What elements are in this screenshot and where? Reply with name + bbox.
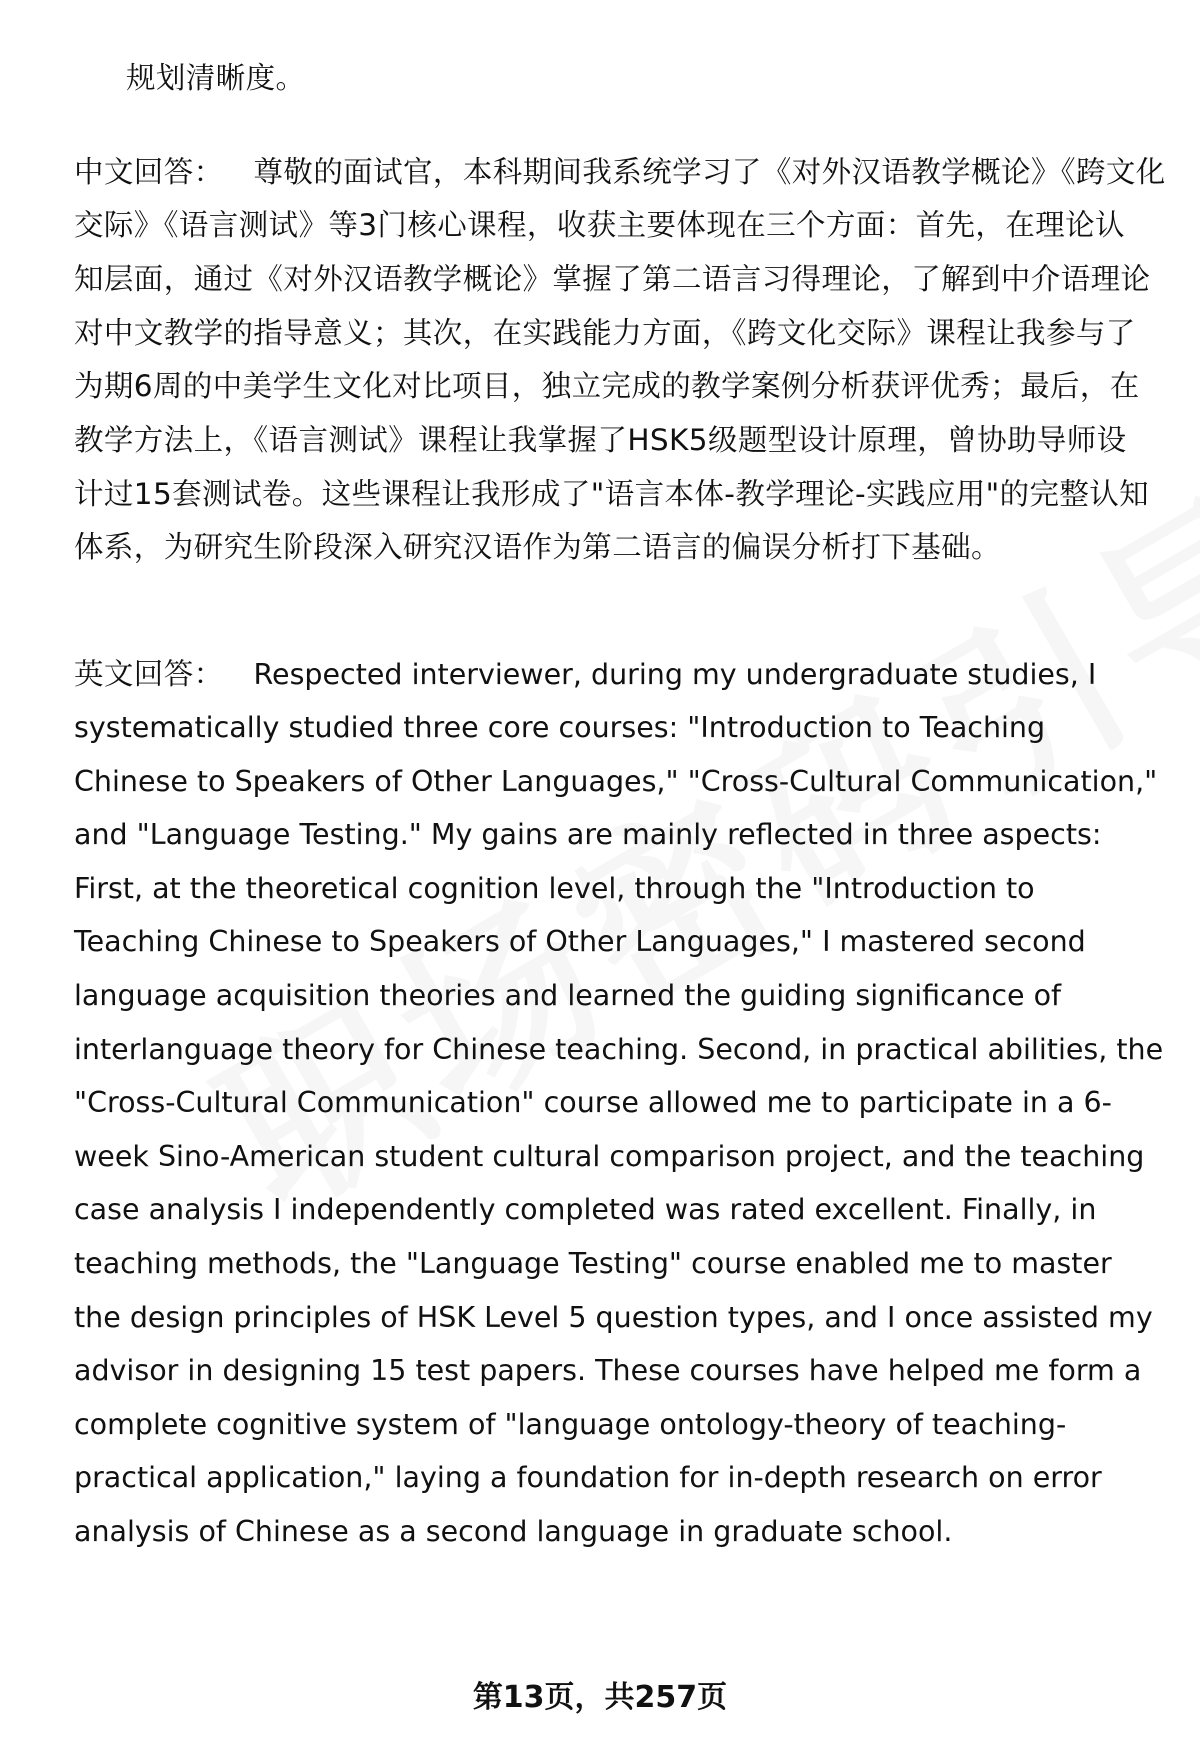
english-line-1 xyxy=(74,654,1096,695)
english-line-5: First, at the theoretical cognition level, through the "Introduction to xyxy=(74,872,1035,905)
chinese-answer-label: 中文回答： xyxy=(74,155,224,189)
english-line-13: the design principles of HSK Level 5 question types, and I once assisted my xyxy=(74,1301,1153,1334)
chinese-line-7: 计过15套测试卷。这些课程让我形成了"语言本体-教学理论-实践应用"的完整认知 xyxy=(74,477,1150,511)
english-line-12: teaching methods, the "Language Testing" course enabled me to master xyxy=(74,1247,1112,1280)
chinese-line-3: 知层面，通过《对外汉语教学概论》掌握了第二语言习得理论，了解到中介语理论 xyxy=(74,262,1151,296)
english-line-8: interlanguage theory for Chinese teaching. Second, in practical abilities, the xyxy=(74,1033,1164,1066)
english-line-3: Chinese to Speakers of Other Languages," "Cross-Cultural Communication," xyxy=(74,765,1158,798)
english-line-2: systematically studied three core courses: "Introduction to Teaching xyxy=(74,711,1046,744)
english-line-17: analysis of Chinese as a second language in graduate school. xyxy=(74,1515,953,1548)
english-line-7: language acquisition theories and learned the guiding significance of xyxy=(74,979,1062,1012)
english-line-9: "Cross-Cultural Communication" course allowed me to participate in a 6- xyxy=(74,1086,1112,1119)
english-line-15: complete cognitive system of "language ontology-theory of teaching- xyxy=(74,1408,1067,1441)
chinese-line-6: 教学方法上，《语言测试》课程让我掌握了HSK5级题型设计原理，曾协助导师设 xyxy=(74,423,1127,457)
english-answer-label: 英文回答： xyxy=(74,657,224,691)
english-line-6: Teaching Chinese to Speakers of Other Languages," I mastered second xyxy=(74,925,1086,958)
chinese-line-8: 体系，为研究生阶段深入研究汉语作为第二语言的偏误分析打下基础。 xyxy=(74,530,1001,564)
english-answer-text: Respected interviewer, during my undergraduate studies, I xyxy=(253,658,1097,691)
english-line-4: and "Language Testing." My gains are mainly reflected in three aspects: xyxy=(74,818,1102,851)
chinese-line-2: 交际》《语言测试》等3门核心课程，收获主要体现在三个方面：首先，在理论认 xyxy=(74,208,1125,242)
chinese-line-4: 对中文教学的指导意义；其次，在实践能力方面，《跨文化交际》课程让我参与了 xyxy=(74,316,1136,350)
english-line-14: advisor in designing 15 test papers. These courses have helped me form a xyxy=(74,1354,1142,1387)
intro-line: 规划清晰度。 xyxy=(126,61,306,95)
chinese-answer-text: 尊敬的面试官，本科期间我系统学习了《对外汉语教学概论》《跨文化 xyxy=(253,155,1166,189)
page-number-footer: 第13页，共257页 xyxy=(472,1680,728,1715)
chinese-line-5: 为期6周的中美学生文化对比项目，独立完成的教学案例分析获评优秀；最后，在 xyxy=(74,369,1140,403)
english-line-10: week Sino-American student cultural comparison project, and the teaching xyxy=(74,1140,1145,1173)
english-line-11: case analysis I independently completed was rated excellent. Finally, in xyxy=(74,1193,1097,1226)
english-line-16: practical application," laying a foundation for in-depth research on error xyxy=(74,1461,1102,1494)
chinese-line-1 xyxy=(74,152,1166,192)
